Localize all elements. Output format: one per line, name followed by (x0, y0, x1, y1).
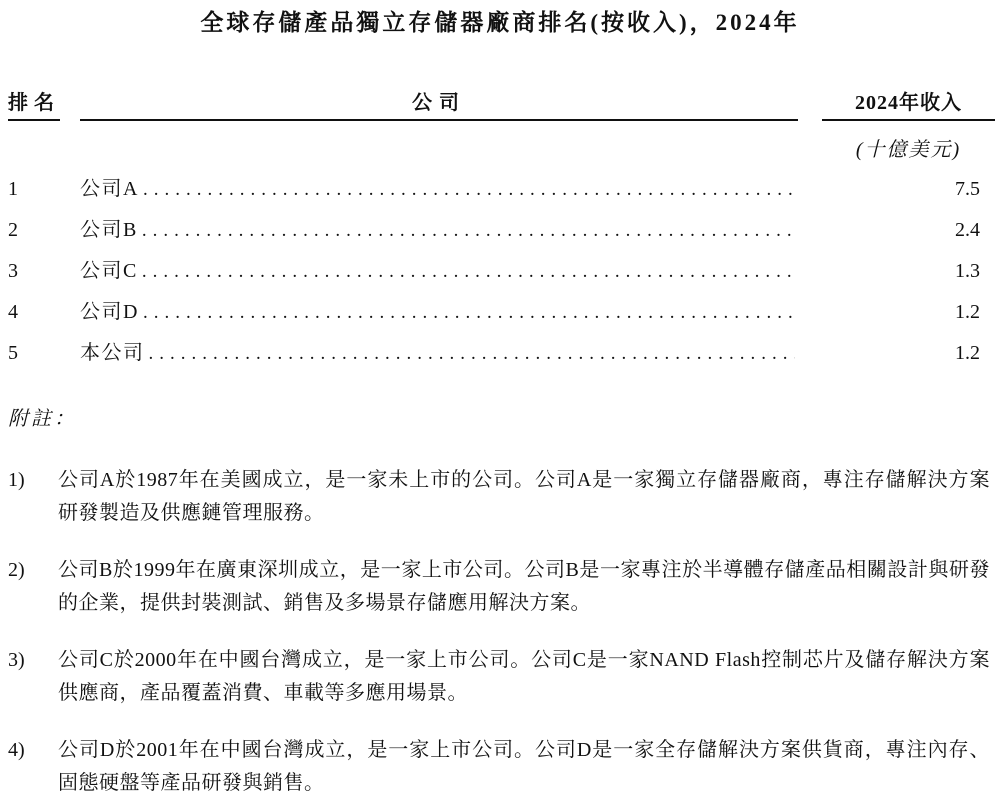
company-cell: 公司B (80, 219, 138, 241)
note-number: 1) (8, 469, 25, 491)
column-header-revenue: 2024年收入 (822, 92, 995, 121)
dot-leader (149, 333, 796, 374)
table-row (8, 251, 995, 292)
dot-leader (142, 251, 795, 292)
table-body (8, 169, 995, 374)
note-item (8, 734, 990, 800)
rank-cell: 1 (8, 178, 18, 200)
page-title: 全球存儲產品獨立存儲器廠商排名(按收入)，2024年 (200, 10, 800, 35)
dot-leader (143, 292, 795, 333)
revenue-cell: 7.5 (955, 178, 980, 200)
revenue-cell: 1.3 (955, 260, 980, 282)
rank-cell: 4 (8, 301, 18, 323)
revenue-unit-label: (十億美元) (855, 139, 962, 161)
table-row (8, 169, 995, 210)
note-text: 公司B於1999年在廣東深圳成立，是一家上市公司。公司B是一家專注於半導體存儲產品相關設計與研發的企業，提供封裝測試、銷售及多場景存儲應用解決方案。 (58, 559, 990, 614)
revenue-unit-row (8, 138, 995, 162)
note-number: 3) (8, 649, 25, 671)
revenue-cell: 1.2 (955, 301, 980, 323)
company-cell: 公司C (80, 260, 138, 282)
company-cell: 公司A (80, 178, 139, 200)
company-cell: 本公司 (80, 342, 145, 364)
rank-cell: 2 (8, 219, 18, 241)
notes-heading: 附註： (8, 408, 77, 430)
table-header-row (8, 92, 995, 121)
column-header-rank-label: 排名 (8, 92, 60, 121)
revenue-cell: 2.4 (955, 219, 980, 241)
note-text: 公司A於1987年在美國成立，是一家未上市的公司。公司A是一家獨立存儲器廠商，專注存儲解決方案研發製造及供應鏈管理服務。 (58, 469, 990, 524)
note-item (8, 554, 990, 620)
ranking-table (0, 92, 1000, 374)
note-number: 4) (8, 739, 25, 761)
note-text: 公司D於2001年在中國台灣成立，是一家上市公司。公司D是一家全存儲解決方案供貨商，專注內存、固態硬盤等產品研發與銷售。 (58, 739, 990, 794)
note-item (8, 464, 990, 530)
table-row (8, 333, 995, 374)
dot-leader (143, 169, 795, 210)
rank-cell: 3 (8, 260, 18, 282)
revenue-cell: 1.2 (955, 342, 980, 364)
rank-cell: 5 (8, 342, 18, 364)
notes-section (0, 407, 1000, 800)
column-header-rank (8, 92, 80, 121)
dot-leader (142, 210, 795, 251)
note-item (8, 644, 990, 710)
column-header-company: 公司 (80, 92, 798, 121)
table-row (8, 292, 995, 333)
note-text: 公司C於2000年在中國台灣成立，是一家上市公司。公司C是一家NAND Flash控制芯片及儲存解決方案供應商，產品覆蓋消費、車載等多應用場景。 (58, 649, 990, 704)
table-row (8, 210, 995, 251)
company-cell: 公司D (80, 301, 139, 323)
note-number: 2) (8, 559, 25, 581)
